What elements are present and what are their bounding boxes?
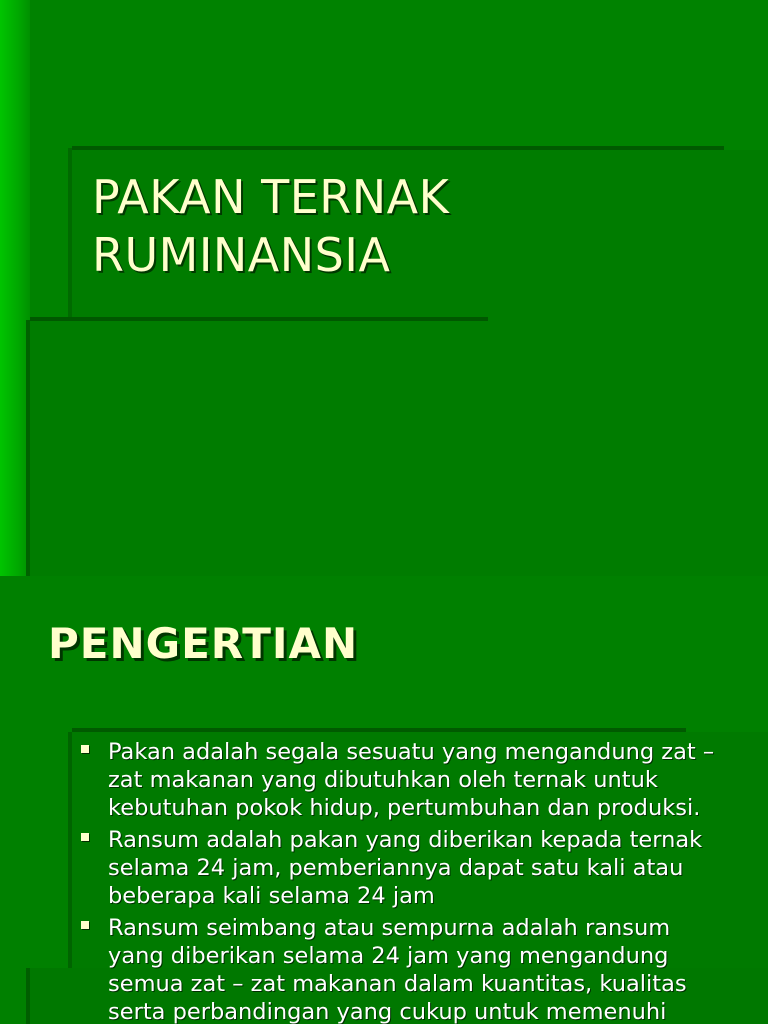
decorative-divider <box>26 968 30 1024</box>
bullet-line: Ransum seimbang atau sempurna adalah ransum <box>108 915 671 941</box>
bullet-line: Pakan adalah segala sesuatu yang mengandung zat – <box>108 739 715 765</box>
decorative-divider <box>26 320 30 576</box>
list-item <box>78 914 758 1024</box>
slide-definitions <box>0 576 768 1024</box>
bullet-line: yang diberikan selama 24 jam yang mengandung <box>108 943 669 969</box>
title-line-1: PAKAN TERNAK <box>92 170 450 224</box>
slide-title-text <box>92 168 449 284</box>
square-bullet-icon <box>81 745 89 753</box>
bullet-list <box>78 738 758 1024</box>
slide-heading: PENGERTIAN <box>48 619 359 668</box>
decorative-divider <box>72 146 724 150</box>
list-item <box>78 826 758 910</box>
square-bullet-icon <box>81 833 89 841</box>
bullet-line: zat makanan yang dibutuhkan oleh ternak untuk <box>108 767 658 793</box>
decorative-divider <box>72 728 686 732</box>
list-item <box>78 738 758 822</box>
bullet-line: beberapa kali selama 24 jam <box>108 883 435 909</box>
bullet-line: Ransum adalah pakan yang diberikan kepada ternak <box>108 827 703 853</box>
bullet-line: serta perbandingan yang cukup untuk memenuhi <box>108 999 667 1024</box>
title-line-2: RUMINANSIA <box>92 228 391 282</box>
bullet-line: semua zat – zat makanan dalam kuantitas, kualitas <box>108 971 687 997</box>
decorative-lower-panel <box>30 320 768 576</box>
bullet-line: selama 24 jam, pemberiannya dapat satu kali atau <box>108 855 684 881</box>
decorative-divider <box>30 317 488 321</box>
bullet-line: kebutuhan pokok hidup, pertumbuhan dan produksi. <box>108 795 701 821</box>
square-bullet-icon <box>81 921 89 929</box>
decorative-divider <box>68 148 72 320</box>
